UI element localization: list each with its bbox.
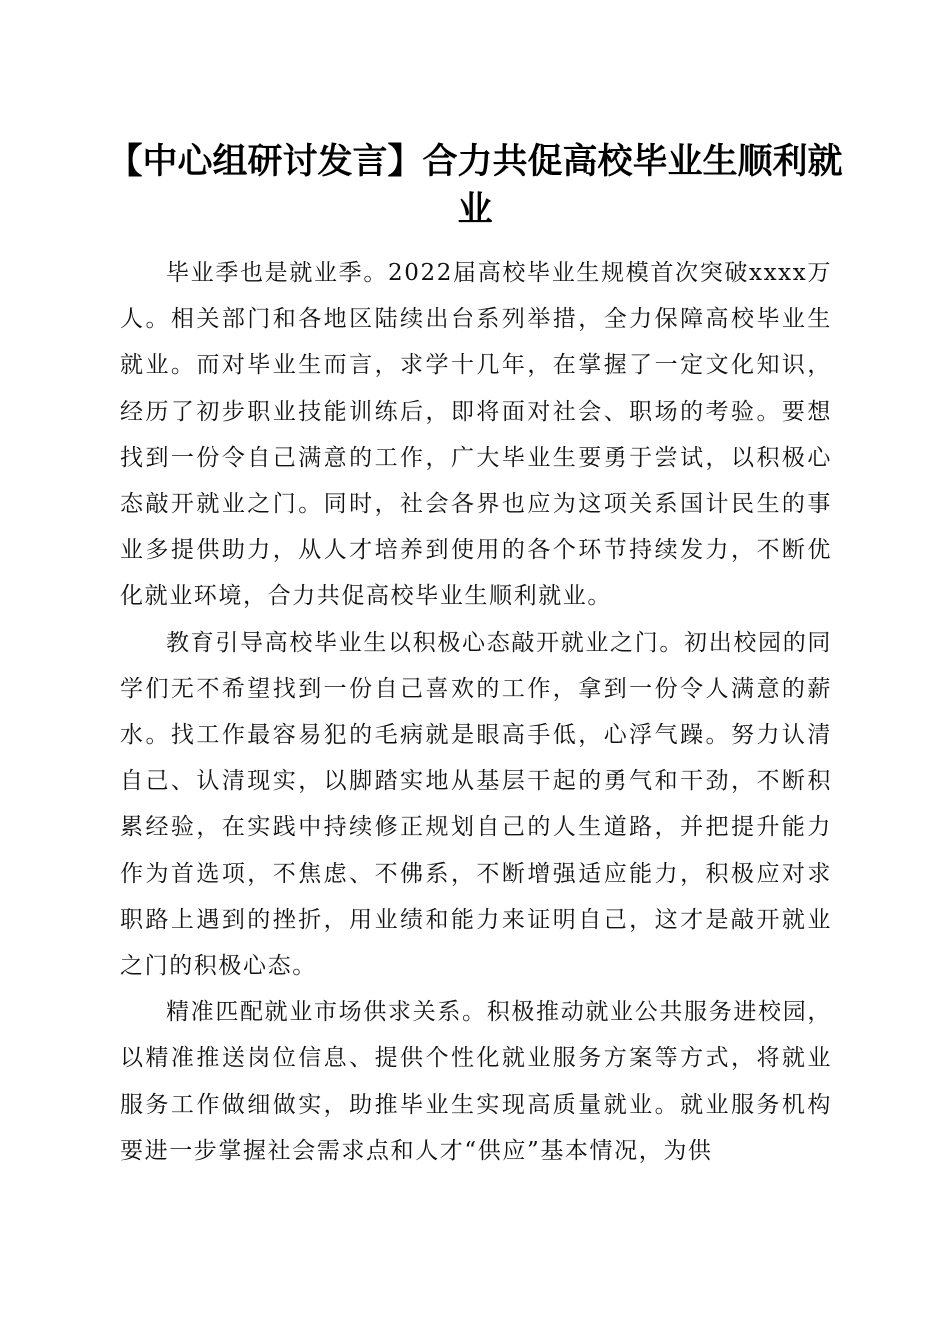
paragraph: 毕业季也是就业季。2022届高校毕业生规模首次突破xxxx万人。相关部门和各地区陆续出台系列举措，全力保障高校毕业生就业。而对毕业生而言，求学十几年，在掌握了一定文化知识，经历了初步职业技能训练后，即将面对社会、职场的考验。要想找到一份令自己满意的工作，广大毕业生要勇于尝试，以积极心态敲开就业之门。同时，社会各界也应为这项关系国计民生的事业多提供助力，从人才培养到使用的各个环节持续发力，不断优化就业环境，合力共促高校毕业生顺利就业。 (120, 260, 832, 610)
paragraph: 精准匹配就业市场供求关系。积极推动就业公共服务进校园，以精准推送岗位信息、提供个性化就业服务方案等方式，将就业服务工作做细做实，助推毕业生实现高质量就业。就业服务机构要进一步掌握社会需求点和人才“供应”基本情况，为供 (120, 999, 832, 1164)
document-title: 【中心组研讨发言】合力共促高校毕业生顺利就业 (107, 141, 843, 230)
paragraph: 教育引导高校毕业生以积极心态敲开就业之门。初出校园的同学们无不希望找到一份自己喜欢的工作，拿到一份令人满意的薪水。找工作最容易犯的毛病就是眼高手低，心浮气躁。努力认清自己、认清现实，以脚踏实地从基层干起的勇气和干劲，不断积累经验，在实践中持续修正规划自己的人生道路，并把提升能力作为首选项，不焦虑、不佛系，不断增强适应能力，积极应对求职路上遇到的挫折，用业绩和能力来证明自己，这才是敲开就业之门的积极心态。 (120, 629, 832, 980)
document-body (120, 250, 832, 1174)
